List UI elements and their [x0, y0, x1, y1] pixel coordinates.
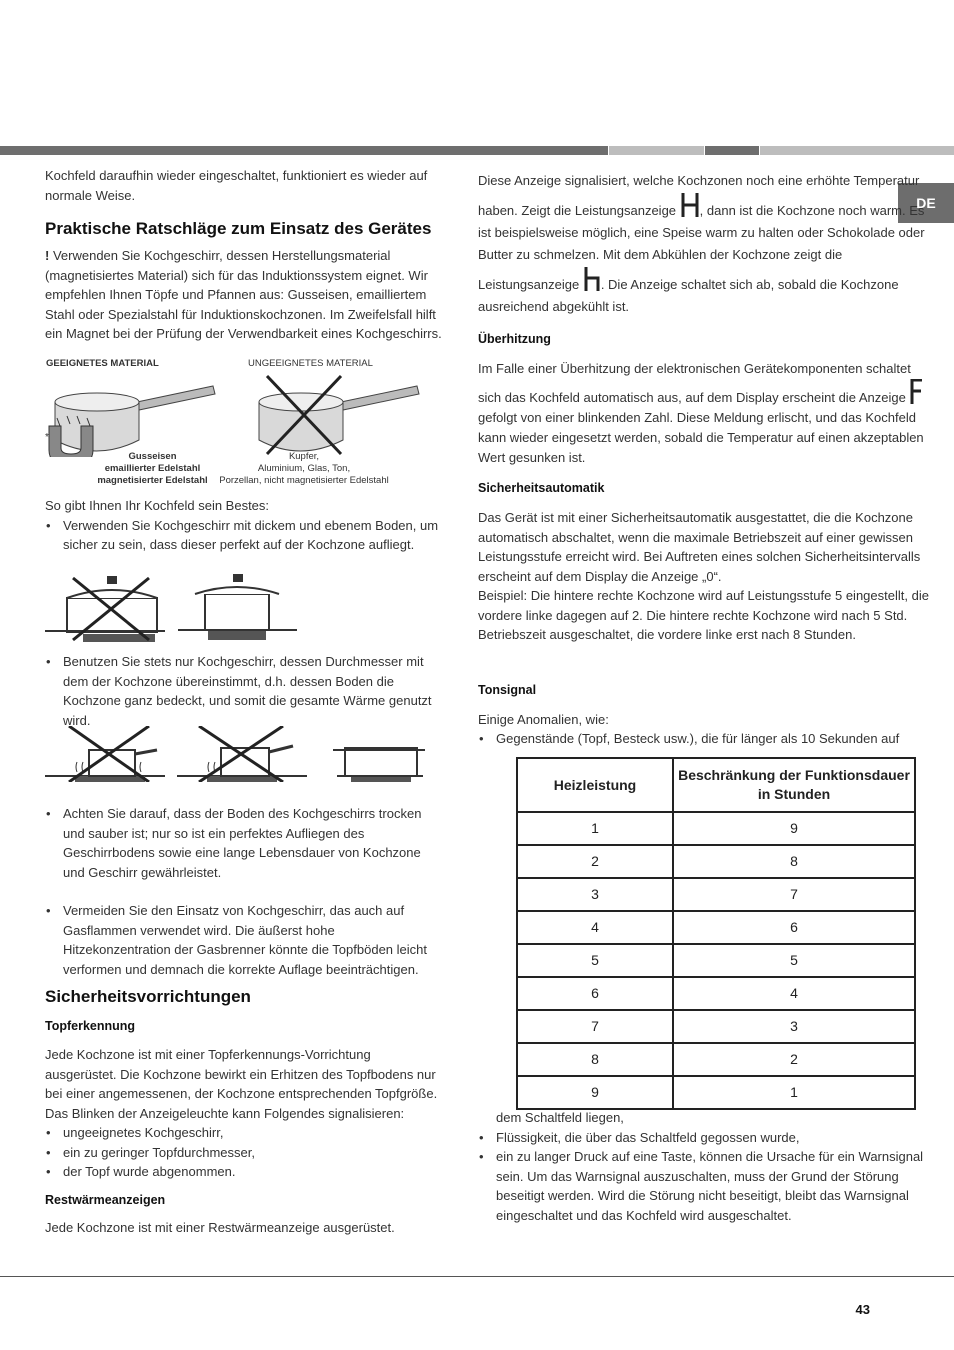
cell-power-level: 1: [517, 812, 673, 845]
tone-item-1-cont: dem Schaltfeld liegen,: [496, 1110, 624, 1125]
header-bar-light: [609, 146, 704, 155]
label-unsuitable: UNGEEIGNETES MATERIAL: [248, 358, 373, 369]
pots-svg: [45, 372, 445, 457]
suitable-pot-icon: [55, 386, 215, 451]
pot-detection-text: Jede Kochzone ist mit einer Topferkennungs-Vorrichtung ausgerüstet. Die Kochzone bewirkt ein Erhitzen des Topfbodens nur bei einer angemessenen, der Kochzone entsprechenden Topfgröße. Das Blinken der Anzeigeleuchte kann Folgendes signalisieren:: [45, 1047, 438, 1121]
warning-mark: !: [45, 248, 50, 263]
unsuitable-materials: Kupfer, Aluminium, Glas, Ton, Porzellan, nicht magnetisierter Edelstahl: [219, 451, 389, 486]
dry-base-section: [45, 804, 445, 1237]
pot-item-2: • ein zu geringer Topfdurchmesser,: [45, 1143, 445, 1163]
pot-item-3: • der Topf wurde abgenommen.: [45, 1162, 445, 1182]
heading-tips: Praktische Ratschläge zum Einsatz des Gerätes: [45, 219, 432, 238]
power-limit-table: [516, 757, 916, 1110]
sub-residual-heat: Restwärmeanzeigen: [45, 1192, 166, 1207]
header-bar: [0, 146, 954, 155]
cell-hours: 5: [673, 944, 915, 977]
cell-hours: 2: [673, 1043, 915, 1076]
bullet-dry-base: • Achten Sie darauf, dass der Boden des Kochgeschirrs trocken und sauber ist; nur so ist ein perfektes Aufliegen des Geschirrbodens sowie eine lange Lebensdauer von Kochzone und Geschirr gewährleistet.: [45, 804, 445, 882]
tone-item-1: • Gegenstände (Topf, Besteck usw.), die für länger als 10 Sekunden auf: [478, 729, 930, 749]
table-header-limit: Beschränkung der Funktionsdauer in Stunden: [673, 758, 915, 812]
cell-hours: 8: [673, 845, 915, 878]
unsuitable-pot-icon: [259, 376, 419, 454]
display-H-icon: [680, 192, 700, 218]
asterisk: *: [45, 432, 49, 443]
tone-item-2: • Flüssigkeit, die über das Schaltfeld gegossen wurde,: [478, 1128, 930, 1148]
left-column: [45, 166, 445, 344]
cell-hours: 3: [673, 1010, 915, 1043]
pot-correct-icon: [333, 748, 425, 782]
pot-item-1: • ungeeignetes Kochgeschirr,: [45, 1123, 445, 1143]
cell-hours: 6: [673, 911, 915, 944]
cell-power-level: 4: [517, 911, 673, 944]
tone-intro: Einige Anomalien, wie:: [478, 711, 609, 727]
cell-power-level: 8: [517, 1043, 673, 1076]
language-tab: DE: [898, 183, 954, 223]
best-section: [45, 496, 445, 555]
overheat-text: Im Falle einer Überhitzung der elektronischen Gerätekomponenten schaltet sich das Kochfeld automatisch aus, auf dem Display erscheint die Anzeige gefolgt von einer blinkenden Zahl. Diese Meldung erlischt, und das Kochfeld kann wieder eingesetzt werden, sobald die Temperatur auf einen akzeptablen Wert gesunken ist.: [478, 361, 924, 465]
table-row: [517, 878, 915, 911]
right-column: [478, 170, 930, 749]
table-row: [517, 1076, 915, 1109]
sub-overheat: Überhitzung: [478, 332, 551, 346]
table-row: [517, 1043, 915, 1076]
header-bar-light-2: [760, 146, 954, 155]
flat-base-figure: [45, 572, 305, 644]
bullet-diameter: • Benutzen Sie stets nur Kochgeschirr, dessen Durchmesser mit dem der Kochzone übereinstimmt, d.h. dessen Boden die Kochzone ganz bedeckt, und somit die gesamte Wärme genutzt wird.: [45, 652, 445, 730]
safety-auto-example: Beispiel: Die hintere rechte Kochzone wird auf Leistungsstufe 5 eingestellt, die vordere linke dagegen auf 2. Die hintere rechte Kochzone wird nach 5 Std. Betriebszeit ausgeschaltet, die vordere linke erst nach 8 Stunden.: [478, 588, 929, 642]
suitable-materials: Gusseisen emaillierter Edelstahl magnetisierter Edelstahl: [97, 451, 208, 486]
cell-power-level: 7: [517, 1010, 673, 1043]
label-suitable: GEEIGNETES MATERIAL: [46, 358, 159, 369]
para-induction: ! Verwenden Sie Kochgeschirr, dessen Herstellungsmaterial (magnetisiertes Material) sich für das Induktionssystem eignet. Wir empfehlen Ihnen Töpfe und Pfannen aus: Gusseisen, emailliertem Stahl oder Spezialstahl für Induktionskochzonen. Im Zweifelsfall hilft ein Magnet bei der Prüfung der Verwendbarkeit eines Kochgeschirrs.: [45, 248, 442, 341]
pot-mismatch-icon: [177, 726, 307, 782]
cell-hours: 1: [673, 1076, 915, 1109]
sub-tone: Tonsignal: [478, 682, 537, 697]
table-row: [517, 911, 915, 944]
cell-power-level: 3: [517, 878, 673, 911]
cell-power-level: 5: [517, 944, 673, 977]
tone-continued: [478, 1108, 930, 1225]
residual-heat-desc: Diese Anzeige signalisiert, welche Kochzonen noch eine erhöhte Temperatur haben. Zeigt die Leistungsanzeige , dann ist die Kochzone noch warm. Es ist beispielsweise möglich, eine Speise warm zu halten oder Schokolade oder Butter zu schmelzen. Mit dem Abkühlen der Kochzone zeigt die Leistungsanzeige . Die Anzeige schaltet sich ab, sobald die Kochzone ausreichend abgekühlt ist.: [478, 173, 925, 314]
pot-flat-icon: [178, 574, 297, 640]
cell-hours: 4: [673, 977, 915, 1010]
page-number: 43: [855, 1302, 870, 1317]
safety-auto-text: Das Gerät ist mit einer Sicherheitsautomatik ausgestattet, die die Kochzone automatisch abschaltet, wenn die maximale Betriebszeit auf einer gewissen Leistungsstufe erreicht wird. Bei Auftreten eines solchen Sicherheitsintervalls erscheint auf dem Display die Anzeige „0“.: [478, 510, 921, 584]
display-h-icon: [583, 266, 601, 292]
table-row: [517, 812, 915, 845]
cell-power-level: 2: [517, 845, 673, 878]
material-figure: [45, 358, 445, 493]
cell-hours: 9: [673, 812, 915, 845]
cell-hours: 7: [673, 878, 915, 911]
intro-text: Kochfeld daraufhin wieder eingeschaltet, funktioniert es wieder auf normale Weise.: [45, 168, 428, 203]
table-row: [517, 845, 915, 878]
heading-safety: Sicherheitsvorrichtungen: [45, 987, 251, 1006]
pot-uneven-icon: [45, 576, 165, 642]
table-row: [517, 944, 915, 977]
header-bar-dark-2: [705, 146, 759, 155]
header-bar-dark: [0, 146, 608, 155]
table-row: [517, 1010, 915, 1043]
diameter-section: [45, 652, 445, 730]
bullet-thick-base: • Verwenden Sie Kochgeschirr mit dickem und ebenem Boden, um sicher zu sein, dass dieser perfekt auf der Kochzone aufliegt.: [45, 516, 445, 555]
bullet-gas: • Vermeiden Sie den Einsatz von Kochgeschirr, das auch auf Gasflammen verwendet wird. Die äußerst hohe Hitzekonzentration der Gasbrenner könnte die Topfböden leicht verformen und demnach die korrekte Auflage beeinträchtigen.: [45, 901, 445, 979]
footer-rule: [0, 1276, 954, 1277]
display-F-icon: [909, 379, 923, 405]
cell-power-level: 9: [517, 1076, 673, 1109]
table-row: [517, 977, 915, 1010]
best-intro: So gibt Ihnen Ihr Kochfeld sein Bestes:: [45, 498, 270, 513]
tone-item-3: • ein zu langer Druck auf eine Taste, können die Ursache für ein Warnsignal sein. Um das Warnsignal auszuschalten, muss der Grund der Störung beseitigt werden. Wird die Störung nicht beseitigt, bleibt das Warnsignal eingeschaltet und das Kochfeld wird ausgeschaltet.: [478, 1147, 930, 1225]
table-header-power: Heizleistung: [517, 758, 673, 812]
sub-safety-auto: Sicherheitsautomatik: [478, 481, 605, 495]
cell-power-level: 6: [517, 977, 673, 1010]
sub-pot-detection: Topferkennung: [45, 1019, 136, 1033]
diameter-figure: [45, 726, 425, 782]
pot-too-small-icon: [45, 726, 165, 782]
residual-heat-text: Jede Kochzone ist mit einer Restwärmeanzeige ausgerüstet.: [45, 1219, 395, 1235]
